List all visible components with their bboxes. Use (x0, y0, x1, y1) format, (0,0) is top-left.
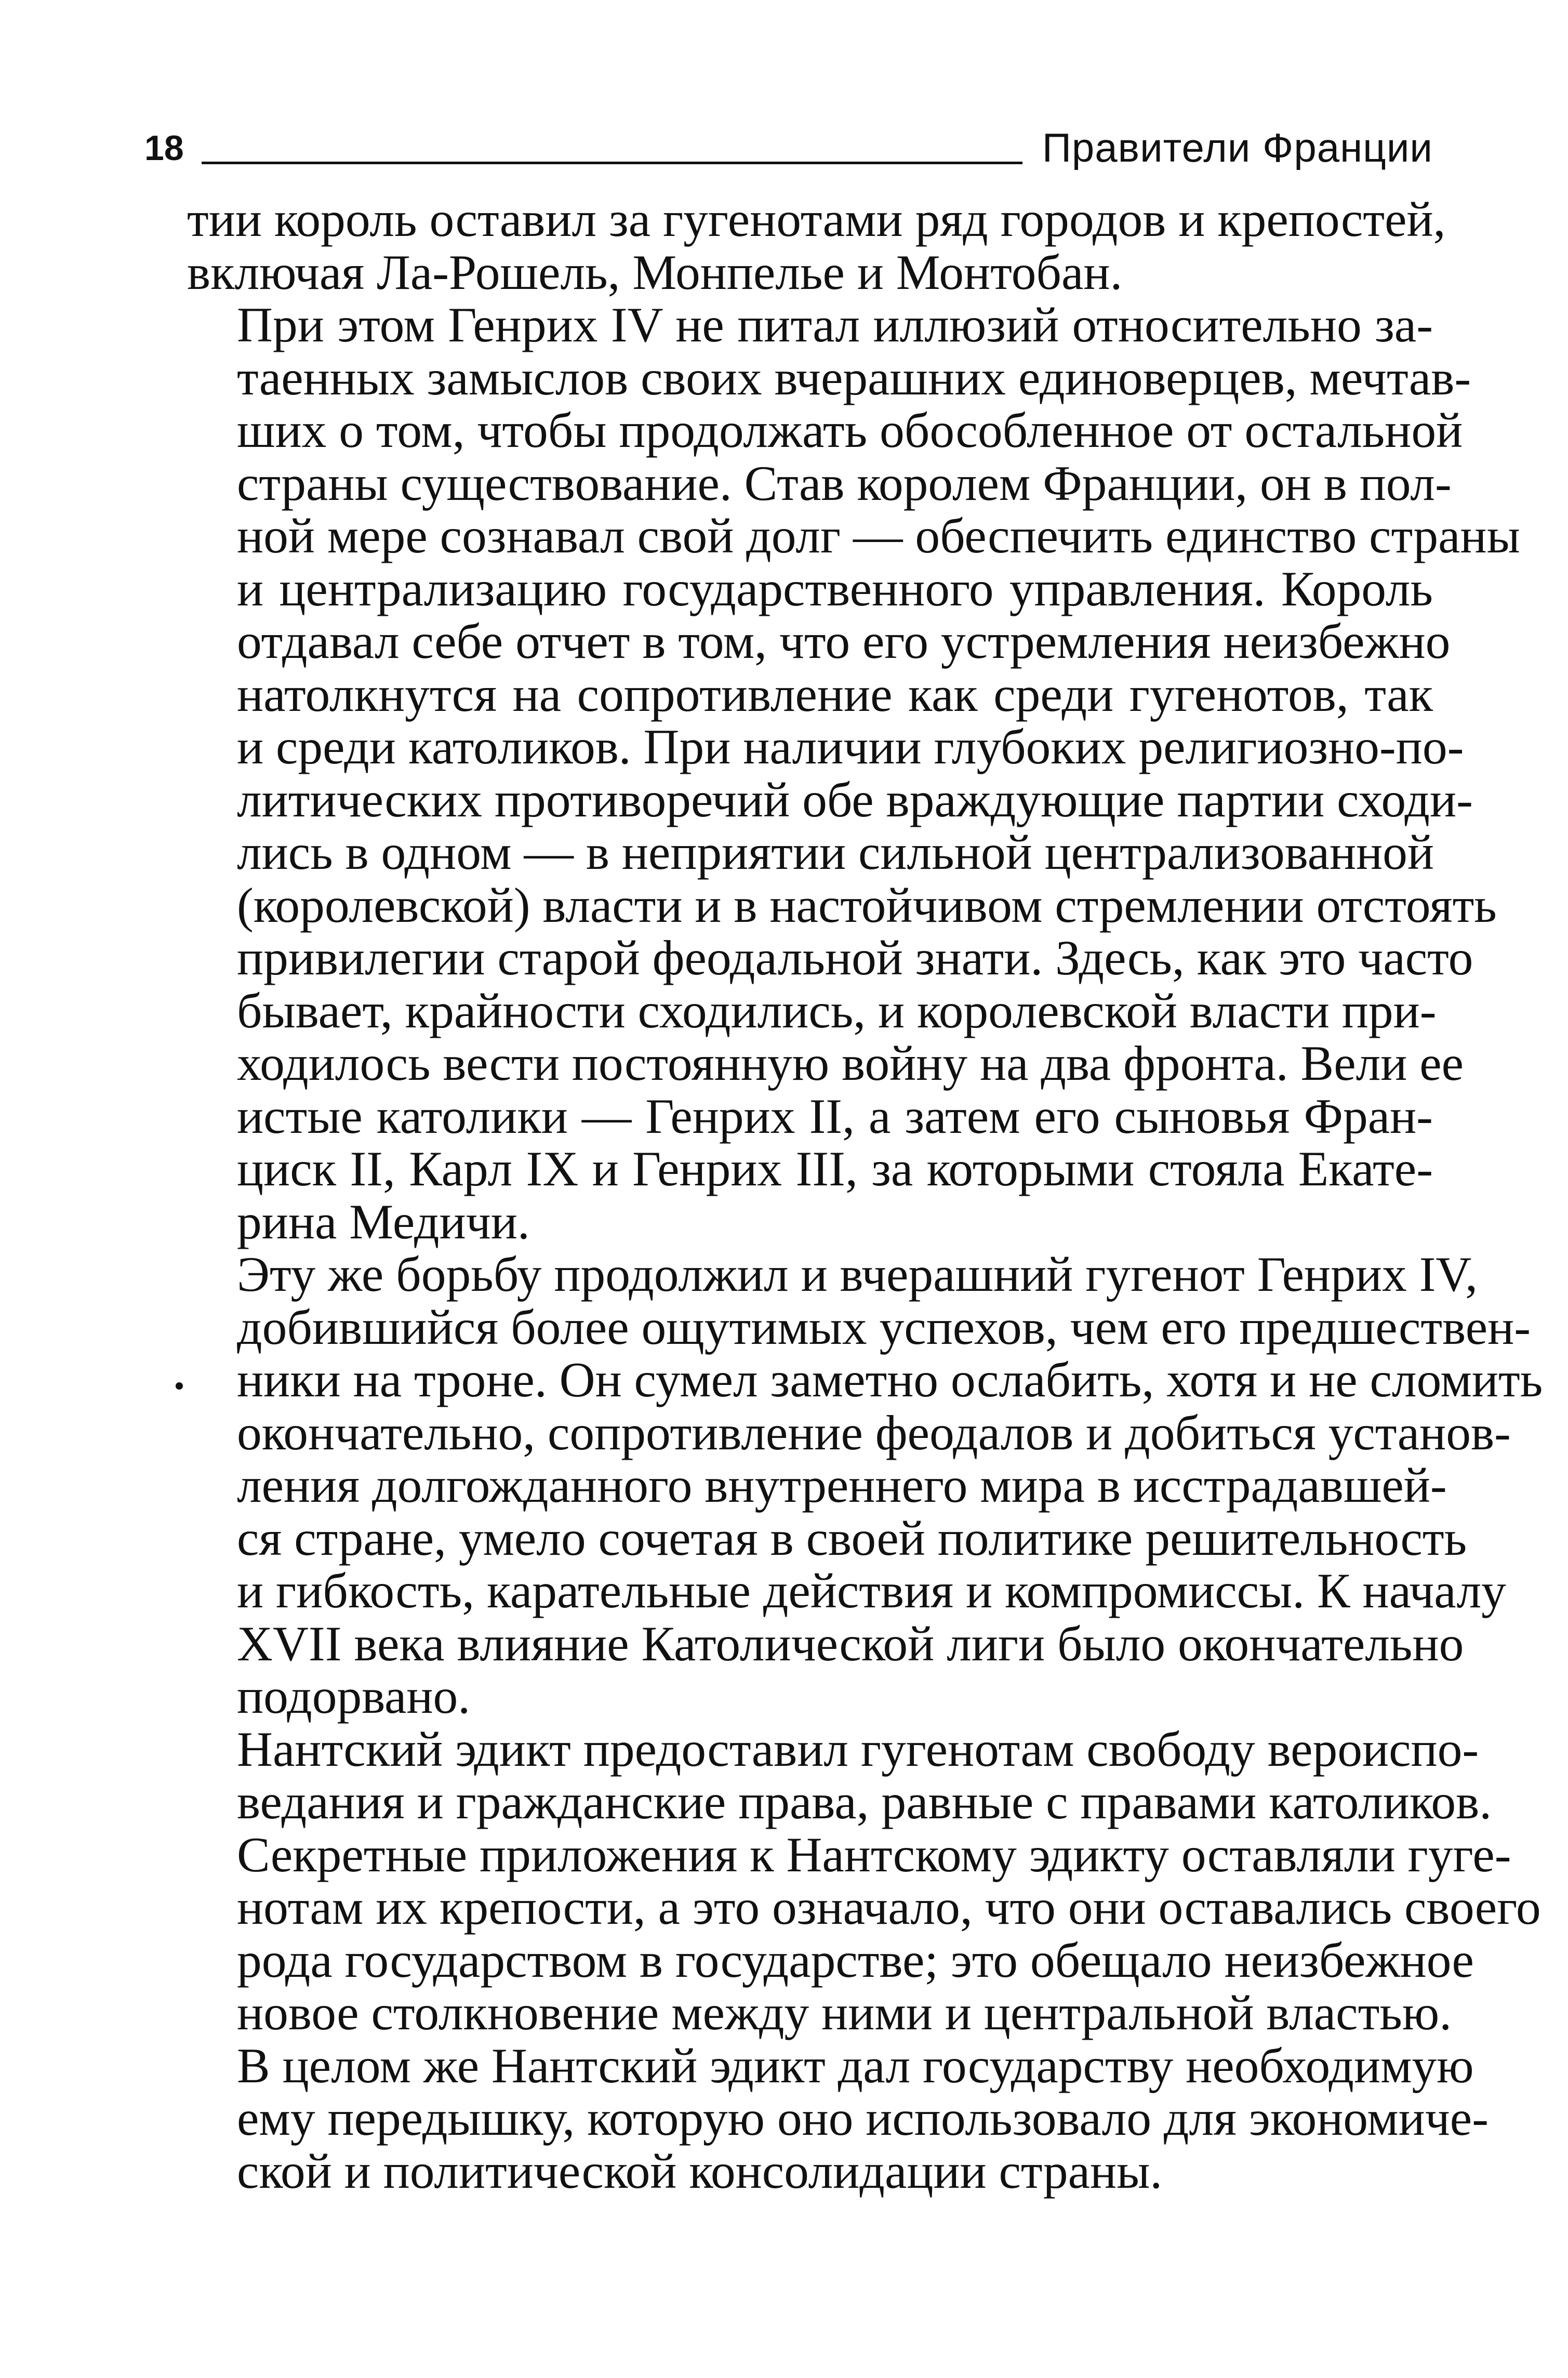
text-line: и среди католиков. При наличии глубоких религиозно-по- (237, 719, 1464, 774)
page-number: 18 (144, 128, 184, 168)
text-line: ведания и гражданские права, равные с правами католиков. (237, 1774, 1492, 1829)
text-line: ших о том, чтобы продолжать обособленное от остальной (237, 403, 1463, 458)
text-line: (королевской) власти и в настойчивом стремлении отстоять (237, 877, 1497, 933)
paragraph (187, 1721, 1541, 2199)
header-rule (202, 162, 1022, 164)
text-line: отдавал себе отчет в том, что его устремления неизбежно (237, 614, 1451, 669)
running-head (144, 117, 1433, 174)
text-line: XVII века влияние Католической лиги было окончательно (237, 1616, 1464, 1671)
text-line: таенных замыслов своих вчерашних единоверцев, мечтав- (237, 350, 1471, 405)
text-line: ся стране, умело сочетая в своей политике решительность (237, 1510, 1467, 1566)
text-line: ходилось вести постоянную войну на два фронта. Вели ее (237, 1036, 1464, 1091)
text-line: и централизацию государственного управления. Король (237, 561, 1433, 616)
text-line: литических противоречий обе враждующие партии сходи- (237, 772, 1473, 827)
text-line: нотам их крепости, а это означало, что они оставались своего (237, 1880, 1541, 1935)
paragraph (187, 192, 1446, 300)
text-line: бывает, крайности сходились, и королевской власти при- (237, 983, 1437, 1038)
text-line: натолкнутся на сопротивление как среди гугенотов, так (237, 666, 1433, 722)
text-line: истые католики — Генрих II, а затем его сыновья Фран- (237, 1088, 1433, 1144)
text-line: включая Ла-Рошель, Монпелье и Монтобан. (187, 244, 1123, 300)
text-line: лись в одном — в неприятии сильной централизованной (237, 825, 1434, 880)
text-line: Эту же борьбу продолжил и вчерашний гугенот Генрих IV, (237, 1247, 1478, 1302)
text-line: страны существование. Став королем Франции, он в пол- (237, 455, 1452, 511)
text-line: тии король оставил за гугенотами ряд городов и крепостей, (187, 192, 1446, 247)
body-text (187, 192, 1543, 2199)
text-line: ной мере сознавал свой долг — обеспечить единство страны (237, 508, 1520, 563)
text-line: новое столкновение между ними и центральной властью. (237, 1985, 1452, 2040)
text-line: и гибкость, карательные действия и компромиссы. К началу (237, 1563, 1506, 1618)
margin-dot (176, 1382, 183, 1390)
text-line: В целом же Нантский эдикт дал государству необходимую (237, 2038, 1474, 2093)
text-line: окончательно, сопротивление феодалов и добиться установ- (237, 1405, 1511, 1460)
text-line: подорвано. (237, 1669, 471, 1724)
paragraph (187, 1247, 1543, 1724)
text-line: При этом Генрих IV не питал иллюзий относительно за- (237, 297, 1433, 352)
text-line: рода государством в государстве; это обещало неизбежное (237, 1932, 1474, 1988)
text-line: ления долгожданного внутреннего мира в исстрадавшей- (237, 1458, 1447, 1513)
text-line: Секретные приложения к Нантскому эдикту оставляли гуге- (237, 1827, 1511, 1882)
text-line: рина Медичи. (237, 1194, 530, 1249)
text-line: ему передышку, которую оно использовало для экономиче- (237, 2091, 1489, 2146)
text-line: привилегии старой феодальной знати. Здесь, как это часто (237, 930, 1473, 985)
paragraph (187, 297, 1520, 1249)
running-title: Правители Франции (1042, 125, 1433, 170)
text-line: Нантский эдикт предоставил гугенотам свободу вероиспо- (237, 1721, 1479, 1777)
text-line: ской и политической консолидации страны. (237, 2143, 1163, 2199)
text-line: циск II, Карл IX и Генрих III, за которыми стояла Екате- (237, 1141, 1433, 1196)
text-line: ники на троне. Он сумел заметно ослабить, хотя и не сломить (237, 1352, 1543, 1407)
text-line: добившийся более ощутимых успехов, чем его предшествен- (237, 1299, 1531, 1355)
